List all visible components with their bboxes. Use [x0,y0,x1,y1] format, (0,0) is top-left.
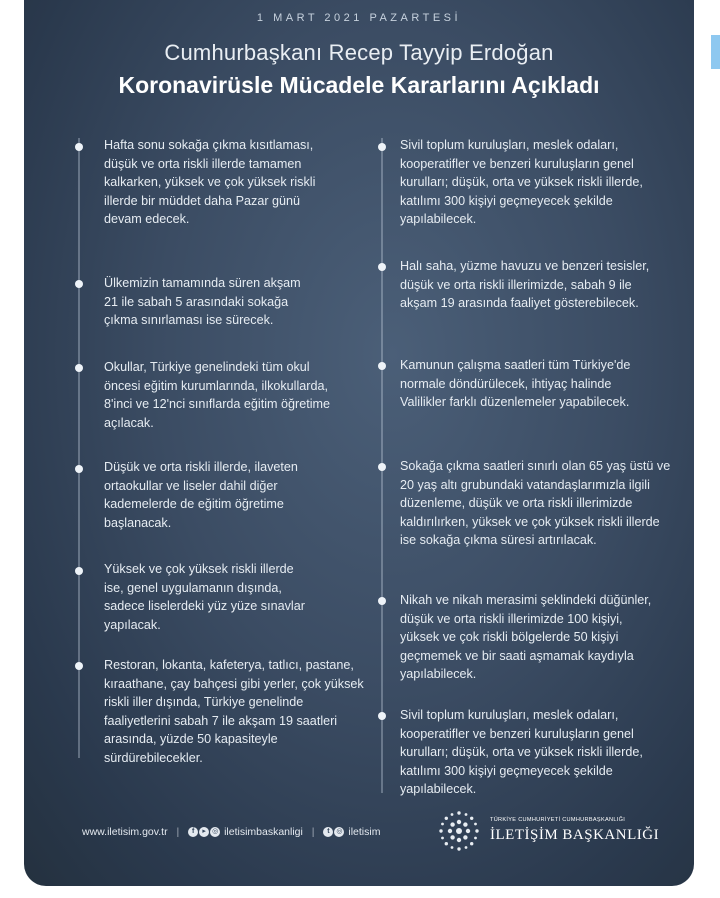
announcement-poster [24,0,694,886]
bullet-icon [75,364,83,372]
bullet-icon [378,597,386,605]
youtube-icon[interactable]: ▸ [199,827,209,837]
right-item-6: Sivil toplum kuruluşları, meslek odaları, kooperatifler ve benzeri kuruluşların genel kurulları; düşük, orta ve yüksek riskli illerde, katılımı 300 kişiyi geçmeyecek şekilde yapılabilecek. [400,708,643,796]
footer-links: www.iletisim.gov.tr | f ▸ ◎ iletisimbaskanligi | t ◎ iletisim [82,826,381,838]
right-item-1: Sivil toplum kuruluşları, meslek odaları, kooperatifler ve benzeri kuruluşların genel kurulları; düşük, orta ve yüksek riskli illerde, katılımı 300 kişiyi geçmeyecek şekilde yapılabilecek. [400,138,643,226]
right-item-4: Sokağa çıkma saatleri sınırlı olan 65 yaş üstü ve 20 yaş altı grubundaki vatandaşlarımızla ilgili düzenleme, düşük ve orta riskli illerimizde kaldırılırken, yüksek ve çok yüksek riskli illerde ise sokağa çıkma süresi artırılacak. [400,459,671,547]
bullet-icon [378,463,386,471]
bullet-icon [75,567,83,575]
left-item-5: Yüksek ve çok yüksek riskli illerde ise, genel uygulamanın dışında, sadece liselerdeki yüz yüze sınavlar yapılacak. [104,562,305,632]
social-handle-secondary[interactable]: iletisim [348,826,381,838]
bullet-icon [378,362,386,370]
bullet-icon [75,662,83,670]
left-item-2: Ülkemizin tamamında süren akşam 21 ile sabah 5 arasındaki sokağa çıkma sınırlaması ise sürecek. [104,276,301,327]
right-item-5: Nikah ve nikah merasimi şeklindeki düğünler, düşük ve orta riskli illerimizde 100 kişiyi, yüksek ve çok riskli bölgelerde 50 kişiyi geçmemek ve bir saati aşmamak kaydıyla yapılabilecek. [400,593,652,681]
instagram-icon[interactable]: ◎ [212,828,219,836]
org-name-small: TÜRKİYE CUMHURİYETİ CUMHURBAŞKANLIĞI [490,817,626,823]
bullet-icon [75,465,83,473]
right-item-3: Kamunun çalışma saatleri tüm Türkiye'de normale döndürülecek, ihtiyaç halinde Valilikler farklı düzenlemeler yapabilecek. [400,358,631,409]
left-item-1: Hafta sonu sokağa çıkma kısıtlaması, düşük ve orta riskli illerde tamamen kalkarken, yüksek ve çok yüksek riskli illerde bir müddet daha Pazar günü devam edecek. [104,138,316,226]
bullet-icon [75,280,83,288]
left-item-4: Düşük ve orta riskli illerde, ilaveten ortaokullar ve liseler dahil diğer kademelerde de eğitim öğretime başlanacak. [104,460,298,530]
title-heading: Koronavirüsle Mücadele Kararlarını Açıkladı [118,72,600,98]
bullet-icon [378,712,386,720]
left-item-3: Okullar, Türkiye genelindeki tüm okul öncesi eğitim kurumlarında, ilkokullarda, 8'inci ve 12'nci sınıflarda eğitim öğretime açılacak. [104,360,331,430]
bullet-icon [378,143,386,151]
title-subheading: Cumhurbaşkanı Recep Tayyip Erdoğan [164,40,554,65]
org-emblem-icon [436,808,482,854]
twitter-icon[interactable]: t [323,827,333,837]
left-item-6: Restoran, lokanta, kafeterya, tatlıcı, pastane, kıraathane, çay bahçesi gibi yerler, çok yüksek riskli iller dışında, Türkiye genelinde faaliyetlerini sabah 7 ile akşam 19 saatleri arasında, yüzde 50 kapasiteyle sürdürebilecekler. [104,658,364,765]
bullet-icon [75,143,83,151]
date-label: 1 MART 2021 PAZARTESİ [256,12,462,24]
social-handle-primary[interactable]: iletisimbaskanligi [224,826,303,838]
side-accent-tab [711,35,720,69]
facebook-icon[interactable]: f [188,827,198,837]
right-item-2: Halı saha, yüzme havuzu ve benzeri tesisler, düşük ve orta riskli illerimizde, sabah 9 ile akşam 19 arasında faaliyet gösterebilecek. [400,259,650,310]
org-name: İLETİŞİM BAŞKANLIĞI [490,827,660,843]
instagram-icon[interactable]: ◎ [336,828,343,836]
website-link[interactable]: www.iletisim.gov.tr [82,826,168,838]
bullet-icon [378,263,386,271]
